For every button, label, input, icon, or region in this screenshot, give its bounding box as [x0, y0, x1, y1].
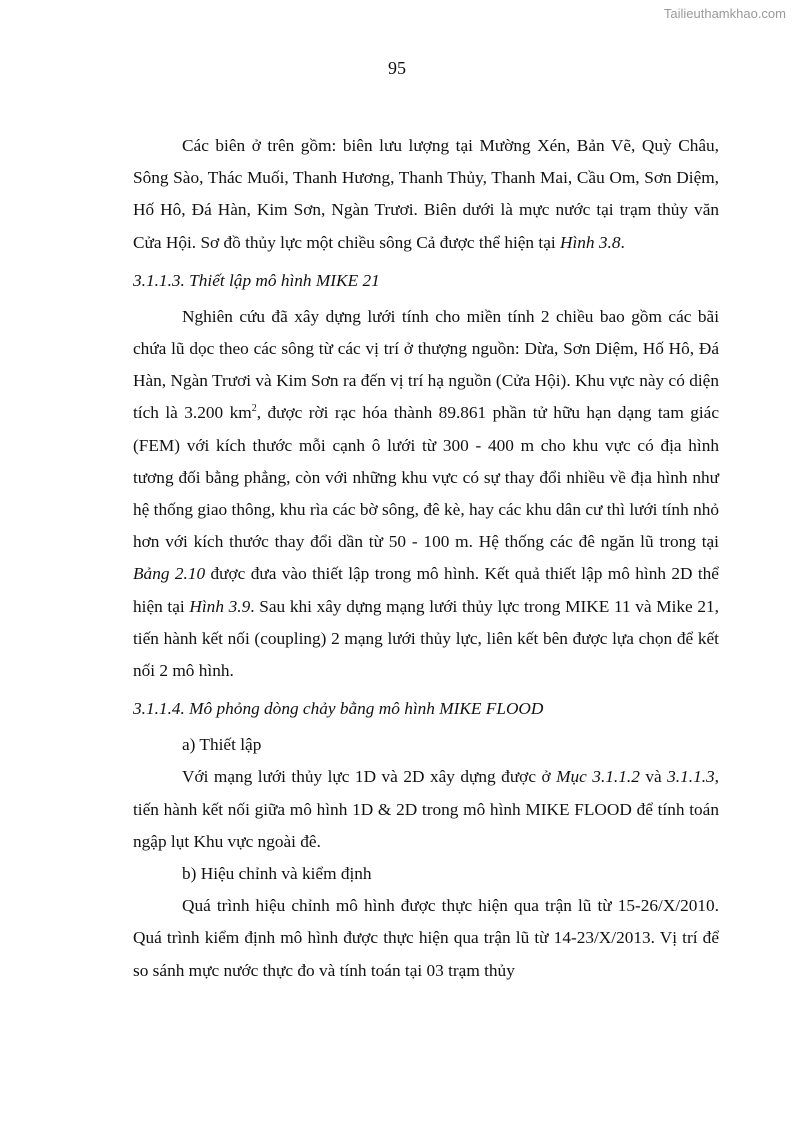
figure-reference: Hình 3.9: [189, 596, 251, 616]
subheading-calibration: b) Hiệu chỉnh và kiểm định: [182, 864, 372, 884]
paragraph-text: được đưa vào thiết lập trong mô hình. Kết quả thiết lập mô hình 2D thể hiện tại: [133, 564, 719, 616]
page-number: 95: [388, 58, 406, 78]
paragraph-boundaries: [133, 130, 719, 259]
superscript: 2: [251, 403, 257, 415]
paragraph-text: . Sau khi xây dựng mạng lưới thủy lực trong MIKE 11 và Mike 21, tiến hành kết nối (coupling) 2 mạng lưới thủy lực, liên kết bên được lựa chọn để kết nối 2 mô hình.: [133, 596, 720, 681]
paragraph-mike21-grid: [133, 301, 719, 687]
watermark: Tailieuthamkhao.com: [663, 6, 786, 21]
section-reference: Mục 3.1.1.2: [556, 767, 640, 787]
section-heading-mike21: 3.1.1.3. Thiết lập mô hình MIKE 21: [133, 270, 380, 290]
paragraph-text: Nghiên cứu đã xây dựng lưới tính cho miền tính 2 chiều bao gồm các bãi chứa lũ dọc theo các sông từ các vị trí ở thượng nguồn: Dừa, Sơn Diệm, Hố Hô, Đá Hàn, Ngàn Trươi và Kim Sơn ra đến vị trí hạ nguồn (Cửa Hội). Khu vực này có diện tích là 3.200 km: [133, 306, 719, 423]
figure-reference: Hình 3.8: [560, 232, 621, 252]
paragraph-text: và: [639, 767, 668, 787]
paragraph-text: Với mạng lưới thủy lực 1D và 2D xây dựng được ở: [182, 767, 557, 787]
document-body: [133, 130, 719, 987]
paragraph-text: , được rời rạc hóa thành 89.861 phần tử hữu hạn dạng tam giác (FEM) với kích thước mỗi cạnh ô lưới từ 300 - 400 m cho khu vực có địa hình tương đối bằng phẳng, còn với những khu vực có sự thay đổi nhiều về địa hình như hệ thống giao thông, khu rìa các bờ sông, đê kè, hay các khu dân cư thì lưới tính nhỏ hơn với kích thước thay đổi dần từ 50 - 100 m. Hệ thống các đê ngăn lũ trong tại: [133, 403, 719, 552]
table-reference: Bảng 2.10: [133, 564, 206, 584]
paragraph-coupling: [133, 761, 719, 858]
paragraph-calibration: Quá trình hiệu chỉnh mô hình được thực hiện qua trận lũ từ 15-26/X/2010. Quá trình kiểm định mô hình được thực hiện qua trận lũ từ 14-23/X/2013. Vị trí để so sánh mực nước thực đo và tính toán tại 03 trạm thủy: [133, 896, 719, 980]
paragraph-text: .: [620, 232, 625, 252]
subheading-setup: a) Thiết lập: [182, 735, 262, 755]
paragraph-text: , tiến hành kết nối giữa mô hình 1D & 2D trong mô hình MIKE FLOOD để tính toán ngập lụt Khu vực ngoài đê.: [133, 767, 719, 851]
section-reference: 3.1.1.3: [667, 767, 715, 787]
paragraph-text: Các biên ở trên gồm: biên lưu lượng tại Mường Xén, Bản Vẽ, Quỳ Châu, Sông Sào, Thác Muối, Thanh Hương, Thanh Thủy, Thanh Mai, Cầu Om, Sơn Diệm, Hố Hô, Đá Hàn, Kim Sơn, Ngàn Trươi. Biên dưới là mực nước tại trạm thủy văn Cửa Hội. Sơ đồ thủy lực một chiều sông Cả được thể hiện tại: [133, 136, 719, 252]
section-heading-mike-flood: 3.1.1.4. Mô phỏng dòng chảy bằng mô hình MIKE FLOOD: [133, 699, 544, 719]
